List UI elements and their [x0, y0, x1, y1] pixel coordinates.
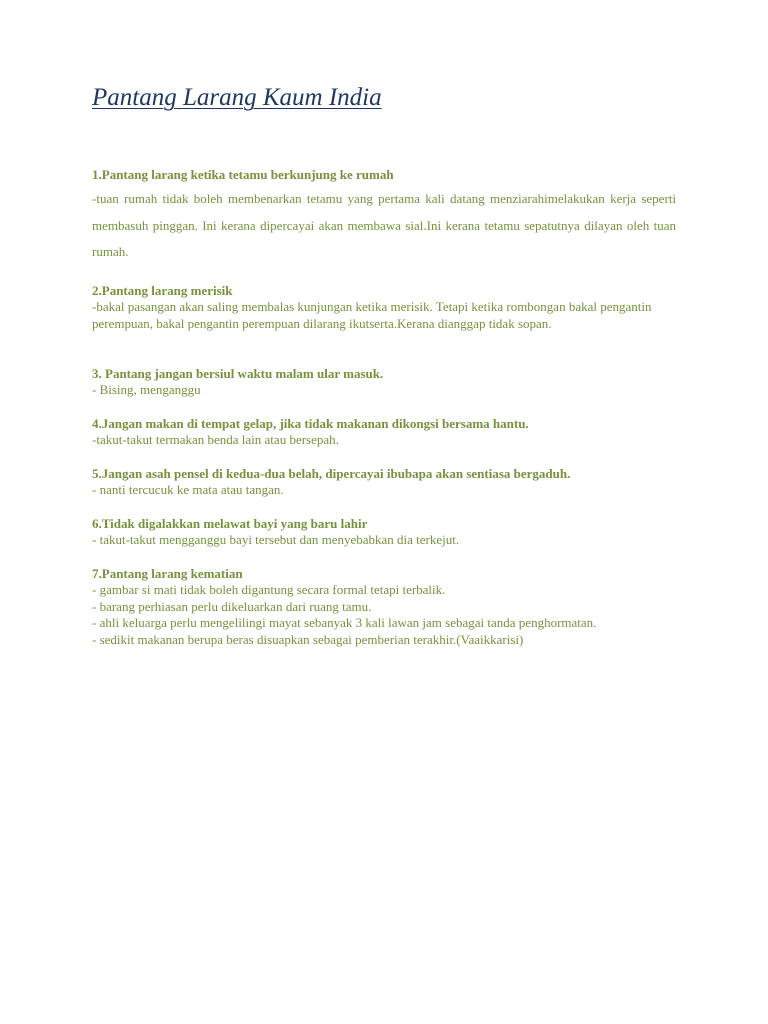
section-tetamu: [92, 166, 676, 266]
section-heading: 3. Pantang jangan bersiul waktu malam ular masuk.: [92, 366, 384, 381]
section-heading: 1.Pantang larang ketika tetamu berkunjung ke rumah: [92, 167, 394, 182]
section-merisik: [92, 282, 676, 332]
section-line: - barang perhiasan perlu dikeluarkan dari ruang tamu.: [92, 598, 372, 614]
section-line: - takut-takut mengganggu bayi tersebut dan menyebabkan dia terkejut.: [92, 532, 460, 547]
section-heading: 5.Jangan asah pensel di kedua-dua belah, dipercayai ibubapa akan sentiasa bergaduh.: [92, 466, 571, 481]
section-line: - Bising, menganggu: [92, 382, 201, 397]
section-heading: 6.Tidak digalakkan melawat bayi yang baru lahir: [92, 516, 368, 531]
section-line: -takut-takut termakan benda lain atau bersepah.: [92, 432, 339, 447]
section-bersiul: [92, 365, 676, 399]
section-body: -bakal pasangan akan saling membalas kunjungan ketika merisik. Tetapi ketika rombongan bakal pengantin perempuan, bakal pengantin perempuan dilarang ikutserta.Kerana dianggap tidak sopan.: [92, 299, 652, 331]
section-line: - sedikit makanan berupa beras disuapkan sebagai pemberian terakhir.(Vaaikkarisi): [92, 631, 524, 647]
section-line: - nanti tercucuk ke mata atau tangan.: [92, 482, 284, 497]
section-heading: 7.Pantang larang kematian: [92, 566, 243, 581]
section-line: - ahli keluarga perlu mengelilingi mayat sebanyak 3 kali lawan jam sebagai tanda penghormatan.: [92, 615, 597, 630]
section-bayi: [92, 515, 676, 549]
section-kematian: [92, 565, 676, 648]
section-asah-pensel: [92, 465, 676, 499]
section-heading: 2.Pantang larang merisik: [92, 283, 233, 298]
document-title: Pantang Larang Kaum India: [92, 84, 382, 111]
section-heading: 4.Jangan makan di tempat gelap, jika tidak makanan dikongsi bersama hantu.: [92, 416, 529, 431]
section-makan-gelap: [92, 415, 676, 449]
section-body: -tuan rumah tidak boleh membenarkan tetamu yang pertama kali datang menziarahimelakukan kerja seperti membasuh pinggan. Ini kerana dipercayai akan membawa sial.Ini kerana tetamu sepatutnya dilayan oleh tuan rumah.: [92, 191, 676, 259]
section-line: - gambar si mati tidak boleh digantung secara formal tetapi terbalik.: [92, 582, 446, 597]
